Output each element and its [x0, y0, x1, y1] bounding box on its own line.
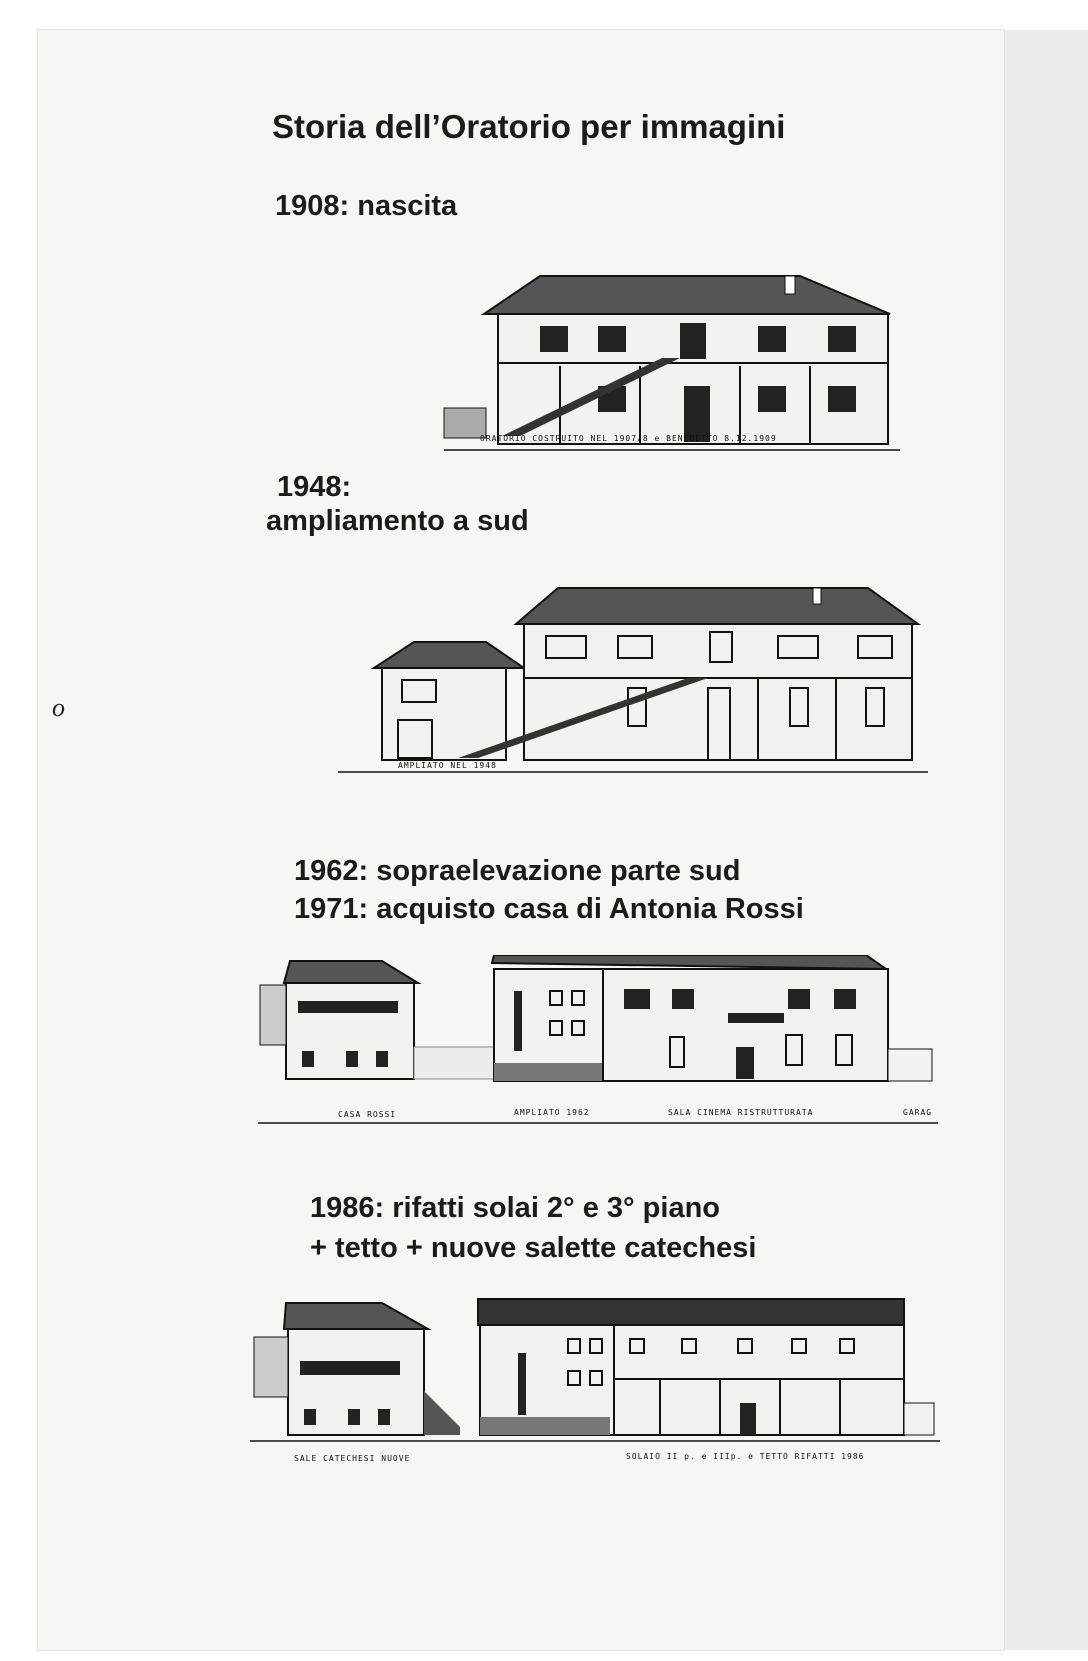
- section-1948-heading: ampliamento a sud: [266, 505, 529, 537]
- caption-1948: AMPLIATO NEL 1948: [398, 761, 497, 770]
- section-1986-heading: 1986: rifatti solai 2° e 3° piano: [310, 1192, 721, 1224]
- section-1986-subheading: + tetto + nuove salette catechesi: [310, 1232, 757, 1264]
- caption-casa-rossi: CASA ROSSI: [338, 1110, 397, 1119]
- page-title: Storia dell’Oratorio per immagini: [272, 108, 786, 145]
- drawing-oratorio-1908: [440, 268, 900, 458]
- caption-garag: GARAG: [903, 1108, 933, 1117]
- caption-sala-cinema: SALA CINEMA RISTRUTTURATA: [668, 1108, 814, 1117]
- section-1948-year: 1948:: [277, 471, 352, 503]
- margin-mark: o: [52, 693, 65, 722]
- drawing-oratorio-1948: [338, 580, 928, 780]
- section-1908-heading: 1908: nascita: [275, 190, 458, 222]
- caption-1908: ORATORIO COSTRUITO NEL 1907/8 e BENEDETTO 8.12.1909: [480, 434, 777, 443]
- caption-sale-catechesi: SALE CATECHESI NUOVE: [294, 1454, 411, 1463]
- drawing-oratorio-1962-1971: [258, 955, 938, 1140]
- caption-solaio-rifatti: SOLAIO II p. e IIIp. e TETTO RIFATTI 1986: [626, 1452, 865, 1461]
- drawing-oratorio-1986: [250, 1295, 940, 1475]
- caption-ampliato-1962: AMPLIATO 1962: [514, 1108, 590, 1117]
- section-1962-heading: 1962: sopraelevazione parte sud: [294, 855, 741, 887]
- section-1971-heading: 1971: acquisto casa di Antonia Rossi: [294, 893, 804, 925]
